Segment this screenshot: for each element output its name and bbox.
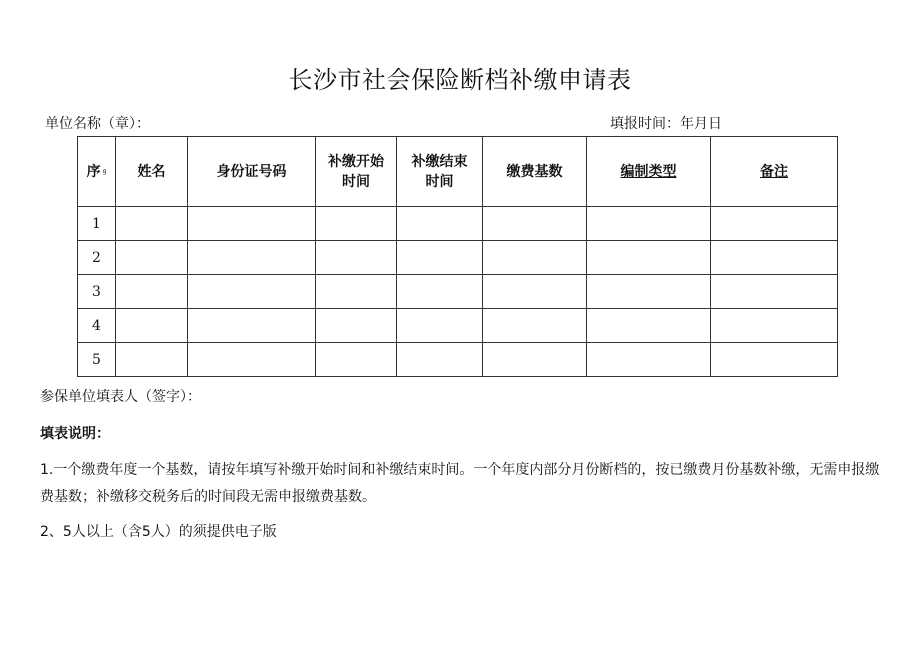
page-title: 长沙市社会保险断档补缴申请表 [288, 66, 632, 94]
remark-cell[interactable] [711, 309, 838, 343]
end-time-cell[interactable] [397, 343, 483, 377]
name-cell[interactable] [116, 309, 188, 343]
start-time-cell[interactable] [316, 343, 397, 377]
row-number: 1 [78, 207, 116, 241]
start-time-cell[interactable] [316, 275, 397, 309]
base-cell[interactable] [483, 275, 587, 309]
name-cell[interactable] [116, 207, 188, 241]
table-row [78, 309, 838, 343]
name-cell[interactable] [116, 343, 188, 377]
application-table [77, 136, 838, 377]
name-cell[interactable] [116, 275, 188, 309]
header-id-number: 身份证号码 [188, 137, 316, 207]
row-number: 5 [78, 343, 116, 377]
row-number: 4 [78, 309, 116, 343]
row-number: 3 [78, 275, 116, 309]
unit-name-label: 单位名称（章）： [45, 116, 150, 132]
start-time-cell[interactable] [316, 207, 397, 241]
end-time-cell[interactable] [397, 309, 483, 343]
header-remark: 备注 [711, 137, 838, 207]
signer-label: 参保单位填表人（签字）： [40, 389, 201, 405]
fill-time-label: 填报时间：年月日 [610, 116, 722, 132]
remark-cell[interactable] [711, 343, 838, 377]
table-row [78, 241, 838, 275]
remark-cell[interactable] [711, 207, 838, 241]
name-cell[interactable] [116, 241, 188, 275]
header-seq: 序 g [78, 137, 116, 207]
type-cell[interactable] [587, 207, 711, 241]
remark-cell[interactable] [711, 275, 838, 309]
header-start-time: 补缴开始 时间 [316, 137, 397, 207]
base-cell[interactable] [483, 343, 587, 377]
id-number-cell[interactable] [188, 241, 316, 275]
header-type: 编制类型 [587, 137, 711, 207]
header-name: 姓名 [116, 137, 188, 207]
note-item-2: 2、5人以上（含5人）的须提供电子版 [40, 524, 277, 540]
remark-cell[interactable] [711, 241, 838, 275]
id-number-cell[interactable] [188, 275, 316, 309]
base-cell[interactable] [483, 241, 587, 275]
type-cell[interactable] [587, 343, 711, 377]
id-number-cell[interactable] [188, 343, 316, 377]
type-cell[interactable] [587, 241, 711, 275]
table-row [78, 207, 838, 241]
notes-heading: 填表说明： [40, 426, 110, 442]
table-header-row [78, 137, 838, 207]
start-time-cell[interactable] [316, 241, 397, 275]
header-base: 缴费基数 [483, 137, 587, 207]
id-number-cell[interactable] [188, 309, 316, 343]
table-row [78, 275, 838, 309]
end-time-cell[interactable] [397, 207, 483, 241]
base-cell[interactable] [483, 309, 587, 343]
id-number-cell[interactable] [188, 207, 316, 241]
type-cell[interactable] [587, 275, 711, 309]
row-number: 2 [78, 241, 116, 275]
start-time-cell[interactable] [316, 309, 397, 343]
base-cell[interactable] [483, 207, 587, 241]
type-cell[interactable] [587, 309, 711, 343]
end-time-cell[interactable] [397, 241, 483, 275]
note-item-1: 1.一个缴费年度一个基数，请按年填写补缴开始时间和补缴结束时间。一个年度内部分月份断档的，按已缴费月份基数补缴，无需申报缴费基数；补缴移交税务后的时间段无需申报缴费基数。 [40, 462, 880, 505]
end-time-cell[interactable] [397, 275, 483, 309]
table-row [78, 343, 838, 377]
header-end-time: 补缴结束 时间 [397, 137, 483, 207]
